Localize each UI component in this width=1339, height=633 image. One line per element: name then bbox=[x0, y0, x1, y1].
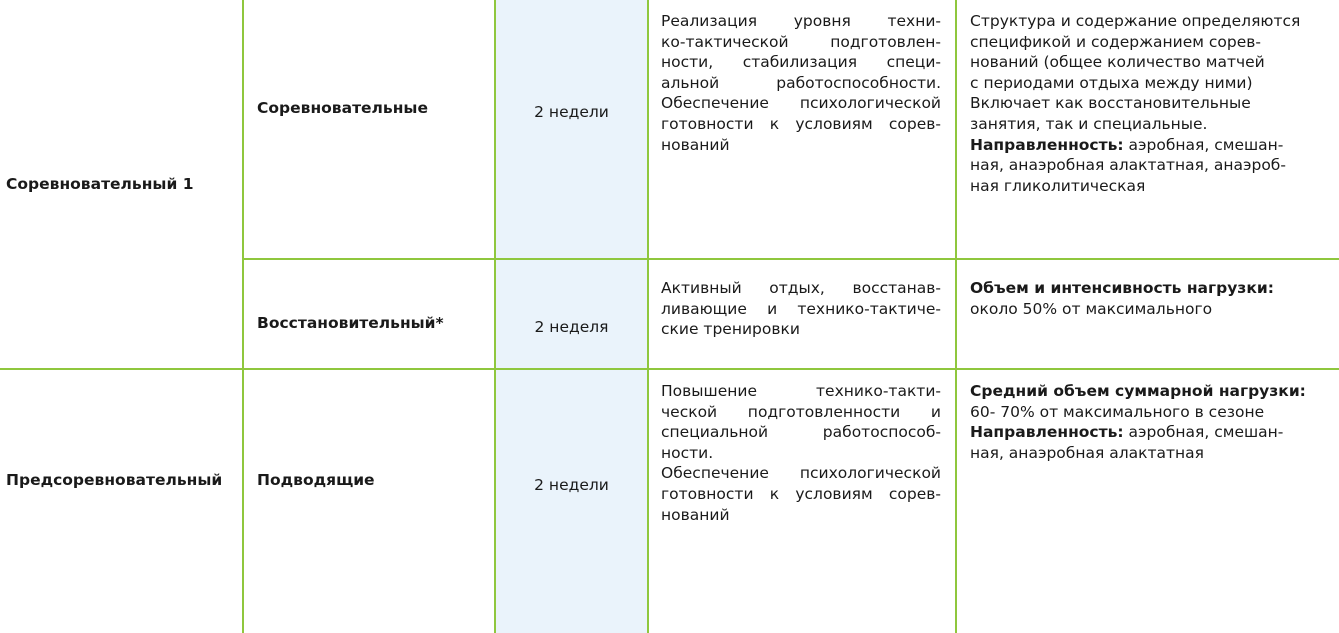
goal-line: ко-тактической подготовлен- bbox=[661, 32, 941, 51]
goal-line: ности, стабилизация специ- bbox=[661, 53, 941, 72]
goal-line: нований bbox=[661, 135, 730, 154]
content-cell bbox=[970, 11, 1325, 196]
period-label: Соревновательный 1 bbox=[6, 174, 194, 193]
grid-vline-1 bbox=[242, 0, 244, 633]
goal-cell bbox=[661, 278, 941, 340]
duration-cell bbox=[496, 0, 647, 258]
grid-vline-3 bbox=[647, 0, 649, 633]
duration-cell bbox=[496, 258, 647, 368]
stage-label: Восстановительный* bbox=[257, 313, 444, 332]
goal-line: ливающие и технико-тактиче- bbox=[661, 299, 941, 318]
duration-label: 2 недели bbox=[534, 102, 609, 121]
goal-line: Активный отдых, восстанав- bbox=[661, 279, 941, 297]
goal-line: Обеспечение психологической bbox=[661, 94, 941, 113]
content-line-labelled bbox=[970, 135, 1325, 156]
content-line: спецификой и содержанием сорев- bbox=[970, 32, 1262, 51]
content-line: около 50% от максимального bbox=[970, 299, 1213, 318]
goal-line: ности. bbox=[661, 443, 714, 462]
grid-vline-4 bbox=[955, 0, 957, 633]
stage-cell bbox=[257, 258, 487, 368]
goal-line: готовности к условиям сорев- bbox=[661, 484, 941, 503]
goal-line: Обеспечение психологической bbox=[661, 464, 941, 483]
stage-cell bbox=[257, 0, 487, 258]
period-cell bbox=[6, 368, 238, 593]
stage-label: Подводящие bbox=[257, 471, 375, 490]
goal-line: Повышение технико-такти- bbox=[661, 382, 941, 400]
content-bold-label: Объем и интенсивность нагрузки: bbox=[970, 279, 1274, 297]
goal-line: нований bbox=[661, 505, 730, 524]
content-line-labelled bbox=[970, 422, 1330, 443]
content-line: 60- 70% от максимального в сезоне bbox=[970, 402, 1265, 421]
goal-line: ские тренировки bbox=[661, 320, 800, 339]
goal-line: готовности к условиям сорев- bbox=[661, 114, 941, 133]
content-text: аэробная, смешан- bbox=[1123, 135, 1284, 154]
stage-label: Соревновательные bbox=[257, 98, 428, 117]
goal-line: ческой подготовленности и bbox=[661, 402, 941, 421]
content-text: аэробная, смешан- bbox=[1123, 423, 1284, 442]
goal-cell bbox=[661, 11, 941, 155]
content-bold-label: Направленность: bbox=[970, 135, 1124, 154]
goal-line: Реализация уровня техни- bbox=[661, 12, 941, 30]
duration-cell bbox=[496, 368, 647, 603]
stage-cell bbox=[257, 368, 487, 593]
content-bold-label: Направленность: bbox=[970, 423, 1124, 442]
duration-label: 2 недели bbox=[534, 476, 609, 495]
content-line: занятия, так и специальные. bbox=[970, 114, 1208, 133]
content-line: ная, анаэробная алактатная bbox=[970, 443, 1204, 462]
content-bold-label: Средний объем суммарной нагрузки: bbox=[970, 382, 1306, 400]
goal-line: специальной работоспособ- bbox=[661, 423, 941, 442]
goal-line: альной работоспособности. bbox=[661, 73, 941, 92]
duration-label: 2 неделя bbox=[534, 317, 609, 336]
period-label: Предсоревновательный bbox=[6, 471, 223, 490]
content-line: нований (общее количество матчей bbox=[970, 53, 1265, 72]
content-cell bbox=[970, 381, 1330, 463]
content-line: с периодами отдыха между ними) bbox=[970, 73, 1253, 92]
content-line: ная гликолитическая bbox=[970, 176, 1146, 195]
content-line: ная, анаэробная алактатная, анаэроб- bbox=[970, 156, 1286, 175]
content-line: Включает как восстановительные bbox=[970, 94, 1251, 113]
period-cell bbox=[6, 0, 238, 368]
content-line: Структура и содержание определяются bbox=[970, 12, 1301, 30]
content-cell bbox=[970, 278, 1325, 319]
goal-cell bbox=[661, 381, 941, 525]
